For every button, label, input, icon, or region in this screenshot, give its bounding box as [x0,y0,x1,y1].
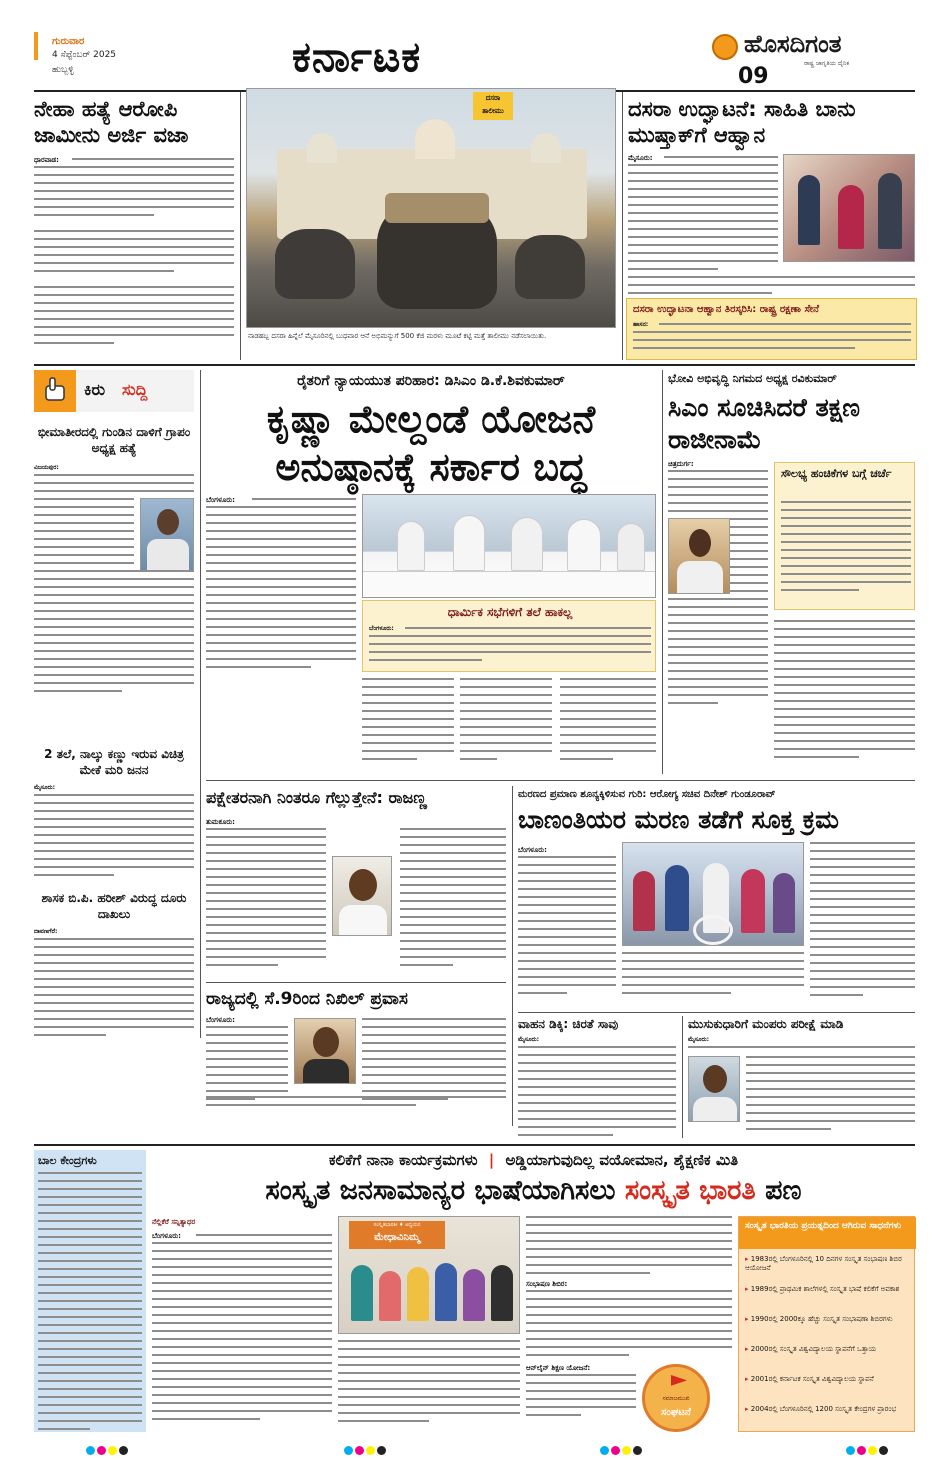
story-nikhil [206,988,506,1138]
mudumuttu-portrait [688,1056,740,1122]
story-dasara-body-bottom [628,276,915,300]
sand-bags [385,193,489,223]
person-5 [773,873,795,933]
story-krishna-box-dateline: ಬೆಂಗಳೂರು: [369,625,394,632]
sanskrit-headline [152,1174,915,1208]
story-krishna [206,370,656,774]
story-krishna-headline-line1: ಕೃಷ್ಣಾ ಮೇಲ್ದಂಡೆ ಯೋಜನೆ [266,397,596,441]
sanghatane-badge-ring: ಸಮಾಜಮುಖಿ [662,1395,690,1402]
hand-pointer-icon [34,370,76,412]
story-neha [34,92,234,360]
dasara-elephant-photo [246,88,616,328]
story-leopard-body [518,1046,676,1142]
story-nikhil-headline: ರಾಜ್ಯದಲ್ಲಿ ಸೆ.9ರಿಂದ ನಿಖಿಲ್ ಪ್ರವಾಸ [206,989,408,1009]
story-bhovi [668,370,915,774]
sanskrit-body-col3-p2 [526,1290,732,1362]
sanskrit-kicker-right: ಅಡ್ಡಿಯಾಗುವುದಿಲ್ಲ ವಯೋಮಾನ, ಶೈಕ್ಷಣಿಕ ಮಿತಿ [505,1151,739,1169]
bala-kendra-title: ಬಾಲ ಕೇಂದ್ರಗಳು [38,1154,97,1167]
section-rule [206,780,915,781]
table-edge [363,571,656,598]
sanskrit-byline: ನೆಲ್ಲಿಕೆರೆ ಸನ್ನಿತ್ಯಾಧರ [152,1218,196,1226]
achievement-item: ▸ 1983ರಲ್ಲಿ ಬೆಂಗಳೂರಿನಲ್ಲಿ 10 ದಿನಗಳ ಸಂಸ್ಕೃತ ಸಂಭಾಷಣ ಶಿಬಿರ ಆಯೋಜನೆ [745,1255,902,1272]
story-dasara-box-body [659,323,911,331]
student-5 [463,1269,485,1321]
story-leopard-dateline: ಮೈಸೂರು: [518,1036,540,1043]
section-rule [34,1144,915,1146]
kiru-item1-dateline: ವಿಜಯಪುರ: [34,464,59,471]
col-divider [662,370,663,774]
col-divider [200,370,201,1038]
story-dasara-box-body-cont [633,331,911,355]
reg-dots-2 [344,1440,388,1459]
story-krishna-box-body [405,627,651,635]
check-icon: ▸ [745,1375,751,1383]
story-mudumuttu-headline: ಮುಸುಕುಧಾರಿಗೆ ಮಂಪರು ಪರೀಕ್ಷೆ ಮಾಡಿ [688,1017,844,1031]
story-dasara-box-dateline: ಹಾಸನ: [633,321,649,328]
story-neha-headline: ನೇಹಾ ಹತ್ಯೆ ಆರೋಪಿ ಜಾಮೀನು ಅರ್ಜಿ ವಜಾ [34,97,189,147]
story-health-body-under-photo [622,952,804,1000]
person-d [567,519,601,571]
portrait-face [313,1027,339,1057]
col-divider [622,92,623,360]
story-health [518,786,915,1008]
masthead-date: 4 ಸೆಪ್ಟೆಂಬರ್ 2025 [52,50,117,60]
story-krishna-body-cont [206,506,356,674]
story-krishna-body-col4 [560,678,656,766]
story-mudumuttu-body-wrap [746,1056,915,1136]
paper-name: ಹೊಸದಿಗಂತ [744,30,842,58]
ravikumar-portrait [668,518,730,594]
portrait-shirt [303,1059,349,1084]
story-nikhil-dateline: ಬೆಂಗಳೂರು: [206,1016,235,1024]
kiru-suddi-title-suddi: ಸುದ್ದಿ [122,380,148,399]
page-number: 09 [738,64,769,89]
story-bhovi-headline: ಸಿಎಂ ಸೂಚಿಸಿದರೆ ತಕ್ಷಣ ರಾಜೀನಾಮೆ [668,393,861,454]
story-dasara-box [626,298,917,360]
palace-dome-center [415,119,455,159]
col-divider [512,786,513,1126]
meeting-photo [362,494,656,598]
kiru-item1-portrait [140,498,194,572]
sanskrit-body-col3 [526,1216,732,1280]
student-2 [379,1271,401,1321]
kiru-item3-headline: ಶಾಸಕ ಬಿ.ಪಿ. ಹರೀಶ್ ವಿರುದ್ಧ ದೂರು ದಾಖಲು [41,891,187,921]
dasara-tag-line1: ದಸರಾ [485,94,501,102]
elephant-right [515,235,585,299]
story-neha-body-p2 [34,230,234,278]
portrait-face [157,509,179,535]
portrait-face [689,529,711,557]
kiru-item1-body-wrap [34,498,134,570]
col-divider [682,1016,683,1138]
kiru-suddi-title-kiru: ಕಿರು [84,380,106,399]
story-nikhil-body [206,1026,288,1106]
palace-dome-right [531,133,561,163]
sanskrit-headline-red: ಸಂಸ್ಕೃತ ಭಾರತಿ [624,1175,756,1206]
check-icon: ▸ [745,1345,751,1353]
story-krishna-box-body-cont [369,635,651,667]
achievements-title: ಸಂಸ್ಕೃತ ಭಾರತಿಯ ಪ್ರಯತ್ನದಿಂದ ಆಗಿರುವ ಸಾಧನೆಗಳು [739,1217,916,1249]
heart-prop-icon [693,915,733,945]
kiru-item2-dateline: ಮೈಸೂರು: [34,784,56,791]
story-rajanna-body [206,828,326,972]
masthead [0,0,945,92]
paper-logo-icon [712,34,738,60]
person-b [453,515,485,571]
story-dasara [628,92,915,360]
story-dasara-body-cont [628,164,778,276]
achievement-item: ▸ 2001ರಲ್ಲಿ ಕರ್ನಾಟಕ ಸಂಸ್ಕೃತ ವಿಶ್ವವಿದ್ಯಾಲಯ ಸ್ಥಾಪನೆ [745,1375,874,1383]
person-2 [665,865,689,931]
sanghatane-badge-text: ಸಂಘಟನೆ [661,1407,691,1418]
story-mudumuttu [688,1016,915,1138]
story-health-kicker: ಮರಣದ ಪ್ರಮಾಣ ಶೂನ್ಯಕ್ಕಿಳಿಸುವ ಗುರಿ: ಆರೋಗ್ಯ ಸಚಿವ ದಿನೇಶ್ ಗುಂಡೂರಾವ್ [518,789,776,800]
person-a [397,521,425,571]
story-health-dateline: ಬೆಂಗಳೂರು: [518,846,547,854]
story-rajanna-headline: ಪಕ್ಷೇತರನಾಗಿ ನಿಂತರೂ ಗೆಲ್ಲುತ್ತೇನೆ: ರಾಜಣ್ಣ [206,788,427,807]
person-e [617,523,645,571]
masthead-logo-block [700,30,920,72]
rajanna-portrait [332,856,392,936]
sanskrit-students-photo [338,1216,520,1334]
check-icon: ▸ [745,1315,751,1323]
sanskrit-kicker-sep: | [488,1151,495,1169]
person-3 [878,173,902,249]
check-icon: ▸ [745,1285,751,1293]
reg-dots-3 [600,1440,644,1459]
check-icon: ▸ [745,1405,751,1413]
person-1 [798,175,820,245]
story-rajanna [206,786,506,978]
masthead-city: ಹುಬ್ಬಳ್ಳಿ [52,65,74,75]
story-mudumuttu-body [688,1046,915,1054]
story-bhovi-kicker: ಭೋವಿ ಅಭಿವೃದ್ಧಿ ನಿಗಮದ ಅಧ್ಯಕ್ಷ ರವಿಕುಮಾರ್ [668,372,837,385]
print-registration-marks [0,1440,945,1454]
story-health-body-col3 [810,842,915,1002]
kiru-item3-body [34,938,194,1042]
dasara-tag-line2: ತಾಲೀಮು [482,107,504,115]
achievement-item: ▸ 1990ರಲ್ಲಿ 2000ಕ್ಕೂ ಹೆಚ್ಚು ಸಂಸ್ಕೃತ ಸಂಭಾಷಣಾ ಶಿಬಿರಗಳು [745,1315,893,1323]
portrait-shirt [339,905,387,936]
sanskrit-body-col1 [196,1234,332,1242]
sanskrit-dateline: ಬೆಂಗಳೂರು: [152,1232,181,1240]
photo-banner-main: ಮೇಧಾವಿನಿಮ್ಮ [374,1232,420,1243]
story-sanskrit [152,1150,915,1432]
elephant-left [275,229,355,299]
story-health-body [518,856,616,1000]
sanskrit-subhead2: ಆನ್‌ಲೈನ್ ಶಿಕ್ಷಣ ಯೋಜನೆ: [526,1364,591,1372]
sanskrit-kicker [152,1150,915,1170]
sanskrit-body-col1-cont [152,1242,332,1426]
story-bhovi-sidebox-title: ಸೌಲಭ್ಯ ಹಂಚಿಕೆಗಳ ಬಗ್ಗೆ ಚರ್ಚೆ [781,467,892,480]
dasara-felicitation-photo [783,154,915,262]
check-icon: ▸ [745,1255,751,1263]
story-krishna-box [362,600,656,672]
story-neha-dateline: ಧಾರವಾಡ: [34,156,59,164]
reg-dots-4 [846,1440,890,1459]
sanskrit-subhead1: ಸಂಭಾಷಣ ಶಿಬಿರ: [526,1280,568,1288]
story-bhovi-body-col2 [774,620,915,764]
story-bhovi-dateline: ಚಿತ್ರದುರ್ಗ: [668,460,694,468]
story-dasara-headline: ದಸರಾ ಉದ್ಘಾಟನೆ: ಸಾಹಿತಿ ಬಾನು ಮುಷ್ತಾಕ್‌ಗೆ ಆಹ್ವಾನ [628,97,856,147]
sanghatane-badge [642,1364,710,1432]
person-4 [741,869,765,933]
section-rule [34,364,915,366]
masthead-left-accent [34,32,38,60]
story-krishna-box-title: ಧಾರ್ಮಿಕ ಸಭೆಗಳಿಗೆ ತಲೆ ಹಾಕಲ್ಲ [447,605,573,619]
achievements-list [745,1255,911,1435]
paper-tagline: ರಾಷ್ಟ್ರ ಜಾಗೃತಿಯ ದೈನಿಕ [804,60,850,67]
story-leopard [518,1016,676,1138]
flag-icon [671,1375,687,1393]
portrait-shirt [677,561,723,594]
story-krishna-dateline: ಬೆಂಗಳೂರು: [206,496,235,504]
achievement-item: ▸ 2000ರಲ್ಲಿ ಸಂಸ್ಕೃತ ವಿಶ್ವವಿದ್ಯಾಲಯ ಸ್ಥಾಪನೆಗೆ ಒತ್ತಾಯ [745,1345,876,1353]
achievement-item: ▸ 1989ರಲ್ಲಿ ಪ್ರಾಥಮಿಕ ಶಾಲೆಗಳಲ್ಲಿ ಸಂಸ್ಕೃತ ಭಾಷೆ ಕಲಿಕೆಗೆ ಅವಕಾಶ [745,1285,900,1293]
section-rule [206,982,506,983]
section-title: ಕರ್ನಾಟಕ [292,32,422,81]
portrait-face [703,1065,727,1093]
story-health-headline: ಬಾಣಂತಿಯರ ಮರಣ ತಡೆಗೆ ಸೂಕ್ತ ಕ್ರಮ [518,805,839,834]
kiru-item2-headline: 2 ತಲೆ, ನಾಲ್ಕು ಕಣ್ಣು ಇರುವ ವಿಚಿತ್ರ ಮೇಕೆ ಮರಿ ಜನನ [44,747,184,777]
story-leopard-headline: ವಾಹನ ಡಿಕ್ಕಿ: ಚಿರತೆ ಸಾವು [518,1017,619,1031]
person-2 [838,185,864,249]
story-rajanna-dateline: ತುಮಕೂರು: [206,818,235,826]
bala-kendra-body [38,1172,142,1436]
kiru-suddi-header [34,370,194,412]
story-neha-body-p3 [34,286,234,350]
story-dasara-body [664,156,778,164]
story-neha-body-cont [34,166,234,222]
story-krishna-kicker: ರೈತರಿಗೆ ನ್ಯಾಯಯುತ ಪರಿಹಾರ: ಡಿಸಿಎಂ ಡಿ.ಕೆ.ಶಿವಕುಮಾರ್ [297,373,565,389]
nikhil-portrait [294,1018,356,1084]
sanskrit-body-col3-p3 [526,1374,636,1422]
story-dasara-box-title: ದಸರಾ ಉದ್ಘಾಟನಾ ಆಹ್ವಾನ ತಿರಸ್ಕರಿಸಿ: ರಾಷ್ಟ್ರ ರಕ್ಷಣಾ ಸೇನೆ [633,304,819,315]
kiru-item1-headline: ಭೀಮಾತೀರದಲ್ಲಿ ಗುಂಡಿನ ದಾಳಿಗೆ ಗ್ರಾಪಂ ಅಧ್ಯಕ್ಷ ಹತ್ಯೆ [37,425,191,455]
story-krishna-body [252,498,356,506]
sanskrit-headline-end: ಪಣ [765,1175,802,1206]
story-dasara-dateline: ಮೈಸೂರು: [628,154,653,162]
kiru-item3-dateline: ದಾವಣಗೆರೆ: [34,928,58,935]
story-bhovi-sidebox [774,462,915,610]
col-divider [240,92,241,360]
student-6 [491,1265,513,1321]
person-c [511,517,543,571]
student-1 [351,1265,373,1321]
kiru-suddi-column [34,370,194,1038]
dasara-tag [473,92,513,120]
story-rajanna-body-col2 [400,828,506,972]
dasara-photo-caption: ನಾಡಹಬ್ಬ ದಸರಾ ಹಿನ್ನೆಲೆ ಮೈಸೂರಿನಲ್ಲಿ ಬುಧವಾರ ಆನೆ ಅಭಿಮನ್ಯುಗೆ 500 ಕೆಜಿ ಮರಳು ಮೂಟೆ ಕಟ್ಟಿ ಮತ್ತೆ ತಾಲೀಮು ನಡೆಸಲಾಯಿತು. [248,332,547,340]
student-4 [435,1263,457,1321]
portrait-shirt [693,1097,737,1122]
story-neha-body [72,158,234,166]
portrait-face [349,869,377,901]
photo-banner-small: ಸಂಸ್ಕೃತಭಾರತೀ ♦ ಅಧ್ಯಯನ [373,1222,421,1228]
kiru-item1-body [34,474,194,498]
photo-banner [349,1221,445,1249]
person-1 [633,871,655,931]
palace-dome-left [307,133,337,163]
bala-kendra-column [34,1150,146,1432]
portrait-shirt [147,539,189,572]
achievement-item: ▸ 2004ರಲ್ಲಿ ಬೆಂಗಳೂರಿನಲ್ಲಿ 1200 ಸಂಸ್ಕೃತ ಕೇಂದ್ರಗಳ ಪ್ರಾರಂಭ [745,1405,897,1413]
achievements-box [738,1216,915,1432]
health-event-photo [622,842,804,946]
masthead-day: ಗುರುವಾರ [52,36,85,47]
sanskrit-body-col2 [338,1340,520,1428]
story-krishna-body-col3 [460,678,552,766]
story-bhovi-sidebox-body [781,501,911,597]
reg-dots-1 [86,1440,130,1459]
kiru-item2-body [34,794,194,882]
kiru-item1-body-cont [34,570,194,698]
story-krishna-body-col2 [362,678,454,766]
story-nikhil-body-col2 [362,1018,506,1106]
sanskrit-kicker-left: ಕಲಿಕೆಗೆ ನಾನಾ ಕಾರ್ಯಕ್ರಮಗಳು [328,1151,478,1169]
section-rule [518,1012,915,1013]
student-3 [407,1267,429,1321]
sanskrit-headline-black: ಸಂಸ್ಕೃತ ಜನಸಾಮಾನ್ಯರ ಭಾಷೆಯಾಗಿಸಲು [265,1175,616,1206]
story-krishna-headline-line2: ಅನುಷ್ಠಾನಕ್ಕೆ ಸರ್ಕಾರ ಬದ್ಧ [275,445,587,489]
story-mudumuttu-dateline: ಮೈಸೂರು: [688,1036,710,1043]
story-nikhil-body-bottom [206,1096,506,1112]
